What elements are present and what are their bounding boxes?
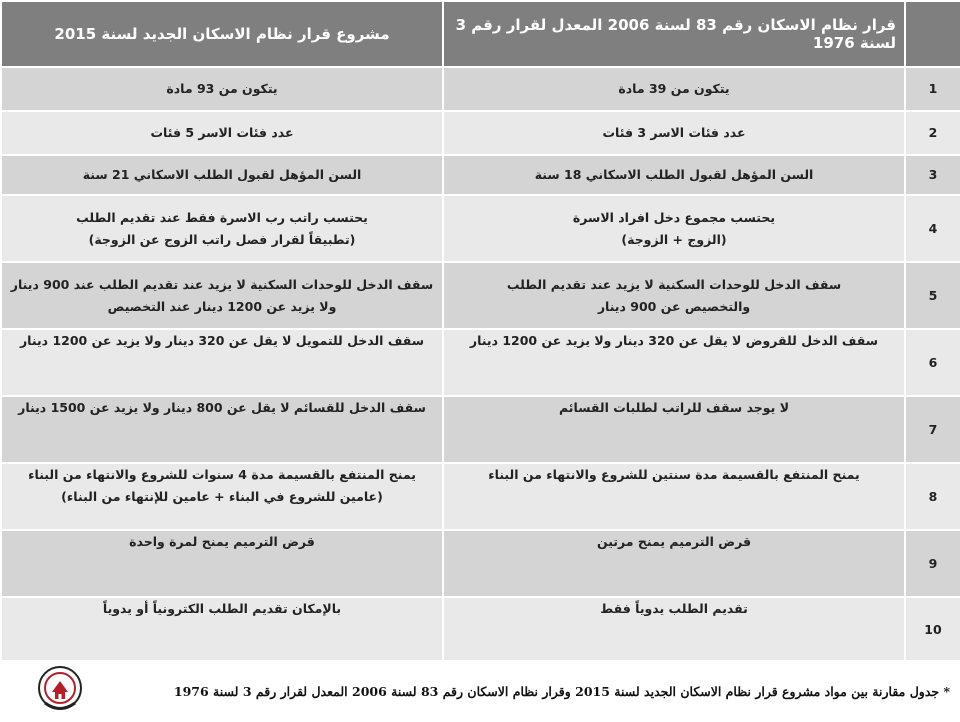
cell-text: يمنح المنتفع بالقسيمة مدة 4 سنوات للشروع والانتهاء من البناء (28, 467, 416, 482)
cell-text: عدد فئات الاسر 3 فئات (602, 125, 746, 140)
table-row (1, 155, 960, 195)
cell-text: ولا يزيد عن 1200 دينار عند التخصيص (107, 298, 337, 314)
new-law-cell (1, 530, 443, 597)
cell-text: قرض الترميم يمنح لمرة واحدة (129, 534, 315, 549)
new-law-cell (1, 262, 443, 329)
cell-text: سقف الدخل للقروض لا يقل عن 320 دينار ولا يزيد عن 1200 دينار (469, 333, 879, 348)
footnote: * جدول مقارنة بين مواد مشروع قرار نظام الاسكان الجديد لسنة 2015 وقرار نظام الاسكان رقم 83 لسنة 2006 المعدل لقرار رقم 3 لسنة 1976 (173, 684, 950, 699)
new-law-cell (1, 111, 443, 155)
table-row (1, 111, 960, 155)
old-law-cell (443, 329, 905, 396)
new-law-cell (1, 195, 443, 262)
new-law-cell (1, 597, 443, 663)
row-number: 2 (905, 111, 960, 155)
old-law-cell (443, 111, 905, 155)
table-row (1, 329, 960, 396)
cell-text: سقف الدخل للقسائم لا يقل عن 800 دينار ولا يزيد عن 1500 دينار (18, 400, 426, 415)
cell-text: (عامين للشروع في البناء + عامين للإنتهاء من البناء) (61, 489, 383, 504)
cell-text: يحتسب مجموع دخل افراد الاسرة (572, 209, 776, 225)
header-row (1, 1, 960, 67)
row-number: 7 (905, 396, 960, 463)
cell-text: تقديم الطلب يدوياً فقط (600, 601, 748, 616)
row-number: 1 (905, 67, 960, 111)
header-old-law: قرار نظام الاسكان رقم 83 لسنة 2006 المعدل لقرار رقم 3 لسنة 1976 (443, 1, 905, 67)
old-law-cell (443, 262, 905, 329)
header-number (905, 1, 960, 67)
cell-text: (الزوج + الزوجة) (621, 231, 727, 247)
row-number: 8 (905, 463, 960, 530)
header-new-law: مشروع قرار نظام الاسكان الجديد لسنة 2015 (1, 1, 443, 67)
new-law-cell (1, 155, 443, 195)
row-number: 4 (905, 195, 960, 262)
row-number: 9 (905, 530, 960, 597)
new-law-cell (1, 463, 443, 530)
cell-text: سقف الدخل للوحدات السكنية لا يزيد عند تقديم الطلب عند 900 دينار (10, 276, 434, 292)
ministry-of-housing-logo-icon (36, 662, 84, 718)
cell-text: السن المؤهل لقبول الطلب الاسكاني 18 سنة (534, 167, 814, 182)
table-row (1, 396, 960, 463)
old-law-cell (443, 195, 905, 262)
old-law-cell (443, 67, 905, 111)
table-row (1, 463, 960, 530)
table-row (1, 195, 960, 262)
cell-text: عدد فئات الاسر 5 فئات (150, 125, 294, 140)
row-number: 3 (905, 155, 960, 195)
cell-text: بالإمكان تقديم الطلب الكترونياً أو يدوياً (102, 601, 342, 616)
cell-text: السن المؤهل لقبول الطلب الاسكاني 21 سنة (82, 167, 362, 182)
table-row (1, 262, 960, 329)
new-law-cell (1, 329, 443, 396)
cell-text: يحتسب راتب رب الاسرة فقط عند تقديم الطلب (76, 209, 368, 225)
old-law-cell (443, 155, 905, 195)
old-law-cell (443, 530, 905, 597)
cell-text: سقف الدخل للتمويل لا يقل عن 320 دينار ولا يزيد عن 1200 دينار (19, 333, 424, 348)
cell-text: سقف الدخل للوحدات السكنية لا يزيد عند تقديم الطلب (506, 276, 842, 292)
table-row (1, 597, 960, 663)
new-law-cell (1, 67, 443, 111)
cell-text: والتخصيص عن 900 دينار (597, 298, 751, 314)
new-law-cell (1, 396, 443, 463)
table-row (1, 67, 960, 111)
old-law-cell (443, 463, 905, 530)
cell-text: يمنح المنتفع بالقسيمة مدة سنتين للشروع والانتهاء من البناء (488, 467, 860, 482)
cell-text: (تطبيقاً لقرار فصل راتب الزوج عن الزوجة) (88, 231, 356, 247)
old-law-cell (443, 396, 905, 463)
table-row (1, 530, 960, 597)
row-number: 10 (905, 597, 960, 663)
cell-text: يتكون من 39 مادة (618, 81, 730, 96)
row-number: 5 (905, 262, 960, 329)
old-law-cell (443, 597, 905, 663)
row-number: 6 (905, 329, 960, 396)
cell-text: قرض الترميم يمنح مرتين (596, 534, 752, 549)
cell-text: لا يوجد سقف للراتب لطلبات القسائم (559, 400, 789, 415)
cell-text: يتكون من 93 مادة (166, 81, 278, 96)
